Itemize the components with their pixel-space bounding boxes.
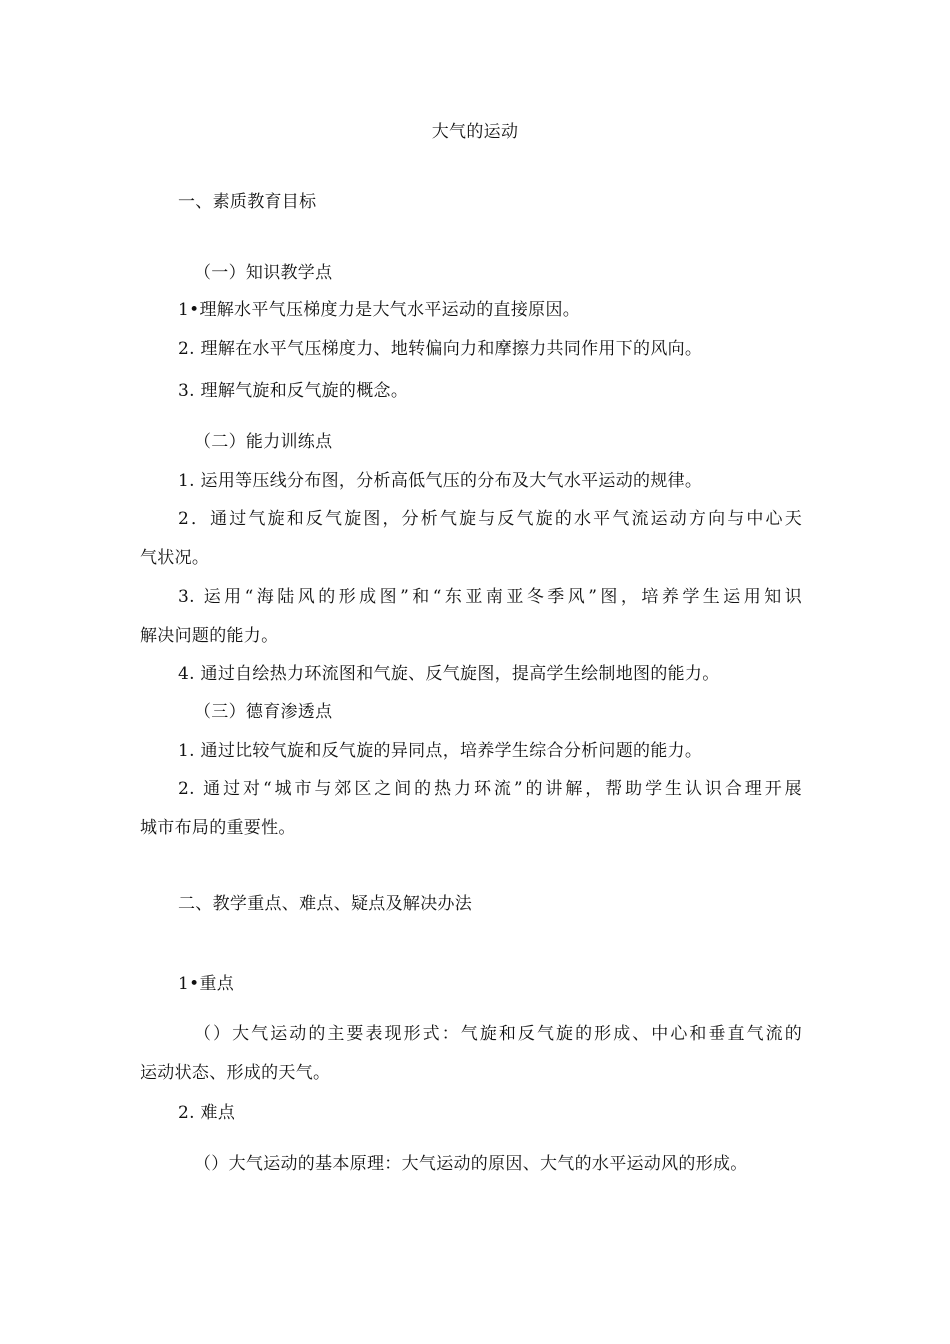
list-item: 2．通过气旋和反气旋图，分析气旋与反气旋的水平气流运动方向与中心天 <box>178 509 802 529</box>
section-heading-goals: 一、素质教育目标 <box>178 192 317 212</box>
list-item: 2. 理解在水平气压梯度力、地转偏向力和摩擦力共同作用下的风向。 <box>178 339 703 359</box>
subsection-heading-knowledge: （一）知识教学点 <box>194 263 333 283</box>
subsection-heading-ability: （二）能力训练点 <box>194 432 333 452</box>
document-title: 大气的运动 <box>431 122 519 142</box>
list-item: 1•重点 <box>178 974 235 994</box>
list-item: 4. 通过自绘热力环流图和气旋、反气旋图，提高学生绘制地图的能力。 <box>178 664 720 684</box>
section-heading-key-points: 二、教学重点、难点、疑点及解决办法 <box>178 894 473 914</box>
list-item-continuation: 气状况。 <box>140 548 210 568</box>
list-item: 1. 运用等压线分布图，分析高低气压的分布及大气水平运动的规律。 <box>178 471 703 491</box>
list-item: 2. 通过对“城市与郊区之间的热力环流”的讲解，帮助学生认识合理开展 <box>178 779 802 799</box>
list-item: 1. 通过比较气旋和反气旋的异同点，培养学生综合分析问题的能力。 <box>178 741 703 761</box>
list-item-continuation: 解决问题的能力。 <box>140 626 279 646</box>
list-item: 3. 运用“海陆风的形成图”和“东亚南亚冬季风”图，培养学生运用知识 <box>178 587 802 607</box>
list-item: （）大气运动的基本原理：大气运动的原因、大气的水平运动风的形成。 <box>194 1154 748 1174</box>
list-item-continuation: 城市布局的重要性。 <box>140 818 296 838</box>
list-item-continuation: 运动状态、形成的天气。 <box>140 1063 331 1083</box>
subsection-heading-moral: （三）德育渗透点 <box>194 702 333 722</box>
list-item: 1•理解水平气压梯度力是大气水平运动的直接原因。 <box>178 300 581 320</box>
list-item: 3. 理解气旋和反气旋的概念。 <box>178 381 409 401</box>
list-item: （）大气运动的主要表现形式：气旋和反气旋的形成、中心和垂直气流的 <box>194 1024 802 1044</box>
list-item: 2. 难点 <box>178 1103 236 1123</box>
